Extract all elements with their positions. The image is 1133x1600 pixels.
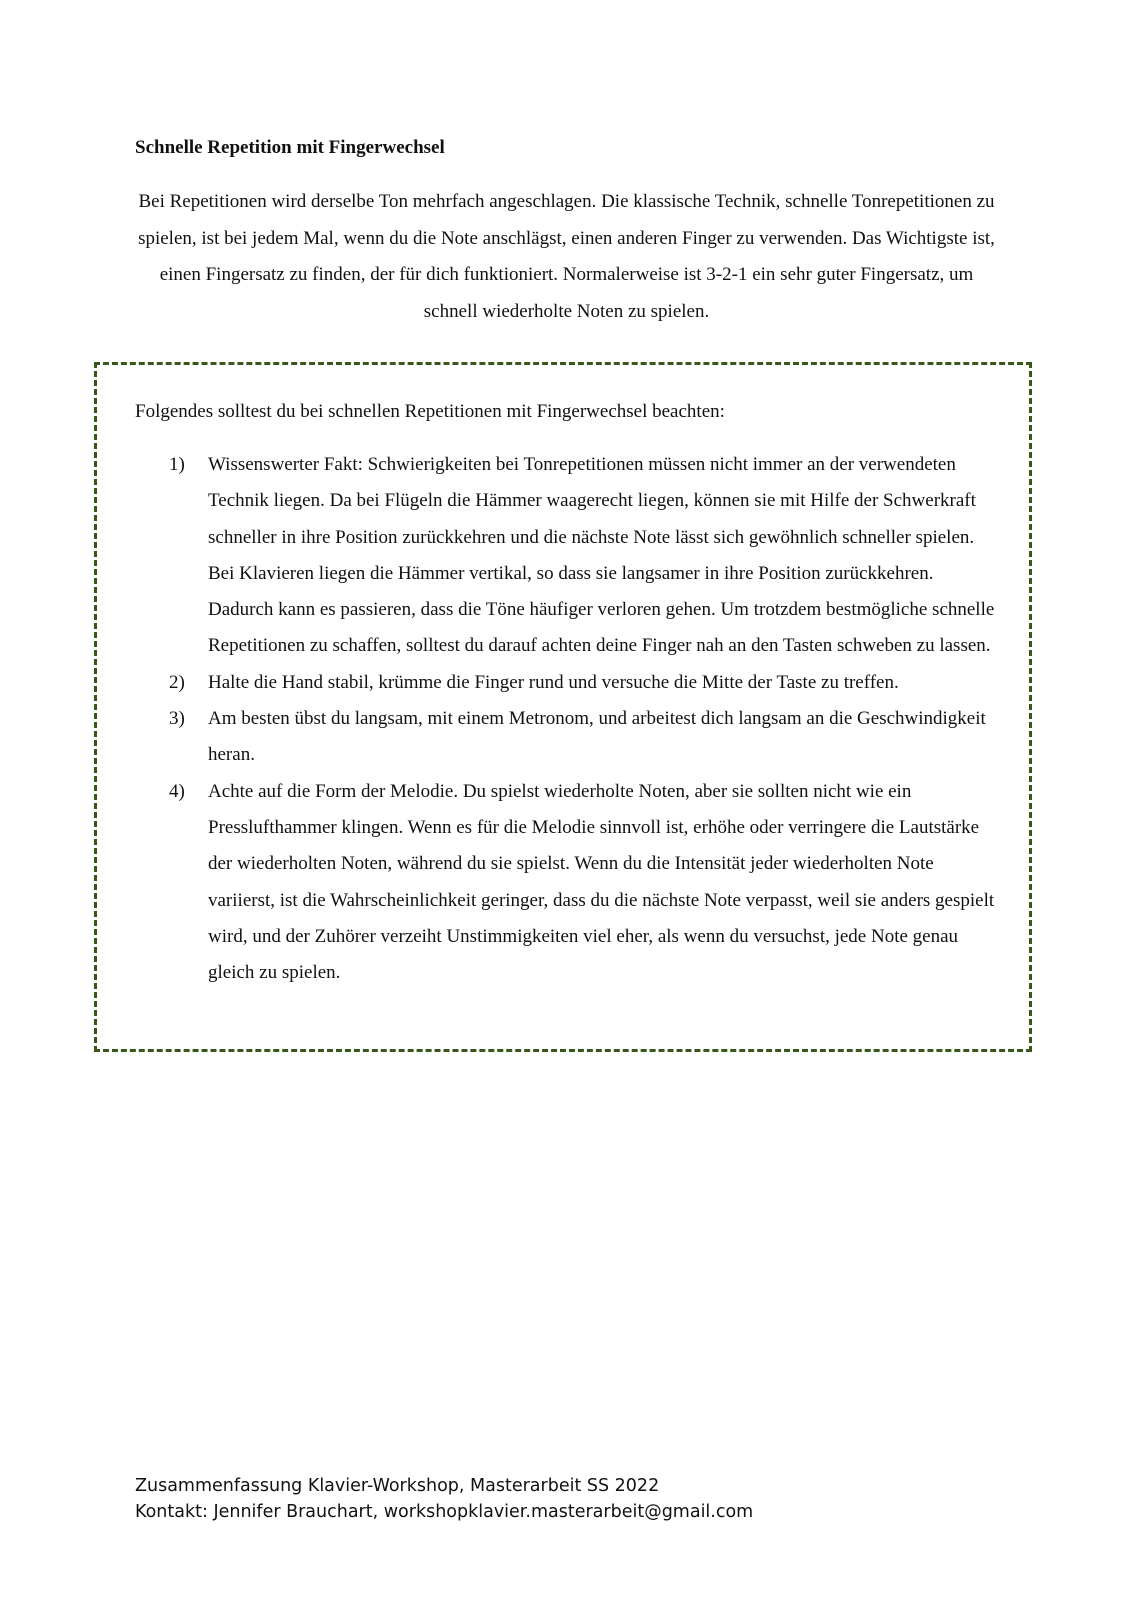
tip-text: Wissenswerter Fakt: Schwierigkeiten bei Tonrepetitionen müssen nicht immer an der verwendeten Technik liegen. Da bei Flügeln die Hämmer waagerecht liegen, können sie mit Hilfe der Schwerkraft schneller in ihre Position zurückkehren und die nächste Note lässt sich gewöhnlich schneller spielen. Bei Klavieren liegen die Hämmer vertikal, so dass sie langsamer in ihre Position zurückkehren. Dadurch kann es passieren, dass die Töne häufiger verloren gehen. Um trotzdem bestmögliche schnelle Repetitionen zu schaffen, solltest du darauf achten deine Finger nah an den Tasten schweben zu lassen.	[208, 454, 995, 657]
intro-paragraph: Bei Repetitionen wird derselbe Ton mehrfach angeschlagen. Die klassische Technik, schnelle Tonrepetitionen zu spielen, ist bei jedem Mal, wenn du die Note anschlägst, einen anderen Finger zu verwenden. Das Wichtigste ist, einen Fingersatz zu finden, der für dich funktioniert. Normalerweise ist 3-2-1 ein sehr guter Fingersatz, um schnell wiederholte Noten zu spielen.	[138, 191, 995, 322]
tip-item	[135, 665, 995, 701]
tip-item	[135, 447, 995, 665]
page-footer	[135, 1473, 753, 1525]
tips-list	[135, 447, 995, 991]
footer-contact: Kontakt: Jennifer Brauchart, workshopklavier.masterarbeit@gmail.com	[135, 1502, 754, 1522]
footer-summary: Zusammenfassung Klavier-Workshop, Masterarbeit SS 2022	[135, 1476, 660, 1496]
tips-box	[94, 362, 1032, 1052]
tip-item	[135, 774, 995, 992]
tip-number: 1)	[169, 454, 185, 475]
tip-number: 2)	[169, 671, 185, 693]
tip-number: 4)	[169, 780, 185, 802]
tip-text: Am besten übst du langsam, mit einem Metronom, und arbeitest dich langsam an die Geschwindigkeit heran.	[208, 708, 986, 766]
tips-intro: Folgendes solltest du bei schnellen Repetitionen mit Fingerwechsel beachten:	[135, 401, 725, 422]
tip-number: 3)	[169, 708, 185, 730]
tip-item	[135, 701, 995, 774]
page-title: Schnelle Repetition mit Fingerwechsel	[135, 137, 445, 158]
tip-text: Achte auf die Form der Melodie. Du spielst wiederholte Noten, aber sie sollten nicht wie ein Presslufthammer klingen. Wenn es für die Melodie sinnvoll ist, erhöhe oder verringere die Lautstärke der wiederholten Noten, während du sie spielst. Wenn du die Intensität jeder wiederholten Note variierst, ist die Wahrscheinlichkeit geringer, dass du die nächste Note verpasst, weil sie anders gespielt wird, und der Zuhörer verzeiht Unstimmigkeiten viel eher, als wenn du versuchst, jede Note genau gleich zu spielen.	[208, 780, 995, 984]
tip-text: Halte die Hand stabil, krümme die Finger rund und versuche die Mitte der Taste zu treffen.	[208, 671, 899, 693]
